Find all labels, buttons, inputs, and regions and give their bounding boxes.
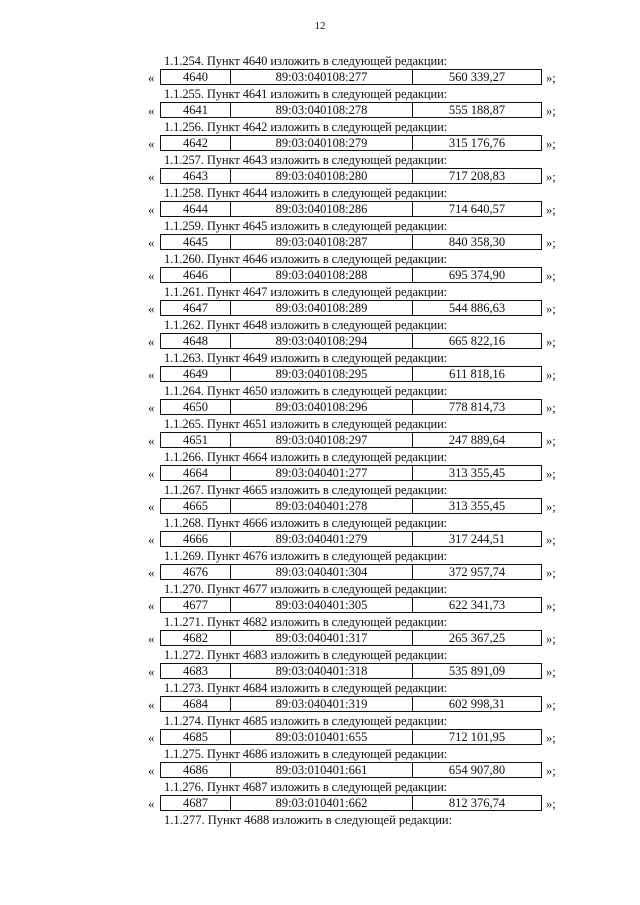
close-quote: »; [546,71,556,85]
amendment-row [146,399,566,417]
amendment-row [146,366,566,384]
item-number-cell: 4642 [161,136,231,150]
amendment-caption: 1.1.270. Пункт 4677 изложить в следующей редакции: [164,582,448,596]
open-quote: « [148,103,155,118]
cadastral-value-cell: 544 886,63 [448,301,506,315]
close-quote: »; [546,302,556,316]
item-number-cell: 4682 [161,631,231,645]
cadastral-number-cell: 89:03:040108:287 [231,235,413,249]
item-number-cell: 4665 [161,499,231,513]
item-number-cell: 4643 [161,169,231,183]
cadastral-value-cell: 665 822,16 [448,334,506,348]
amendment-row [146,300,566,318]
item-number-cell: 4686 [161,763,231,777]
amendment-entry [146,747,566,780]
amendment-row [146,795,566,813]
amendment-entry [146,219,566,252]
amendment-caption: 1.1.274. Пункт 4685 изложить в следующей редакции: [164,714,448,728]
cadastral-number-cell: 89:03:040108:277 [231,70,413,84]
amendment-entry [146,252,566,285]
amendment-caption: 1.1.275. Пункт 4686 изложить в следующей редакции: [164,747,448,761]
close-quote: »; [546,170,556,184]
item-number-cell: 4640 [161,70,231,84]
open-quote: « [148,301,155,316]
open-quote: « [148,268,155,283]
close-quote: »; [546,203,556,217]
amendment-row [146,663,566,681]
cadastral-value-cell: 247 889,64 [448,433,506,447]
amendment-caption: 1.1.265. Пункт 4651 изложить в следующей редакции: [164,417,448,431]
amendment-entry [146,780,566,813]
amendment-caption: 1.1.277. Пункт 4688 изложить в следующей редакции: [164,813,453,827]
close-quote: »; [546,566,556,580]
table-row [160,696,542,712]
amendment-caption: 1.1.260. Пункт 4646 изложить в следующей редакции: [164,252,448,266]
close-quote: »; [546,137,556,151]
amendment-row [146,135,566,153]
amendment-caption: 1.1.263. Пункт 4649 изложить в следующей редакции: [164,351,448,365]
amendment-row [146,597,566,615]
amendment-caption: 1.1.258. Пункт 4644 изложить в следующей редакции: [164,186,448,200]
cadastral-value-cell: 840 358,30 [448,235,506,249]
cadastral-value-cell: 265 367,25 [448,631,506,645]
amendment-row [146,102,566,120]
table-row [160,597,542,613]
amendment-entry [146,615,566,648]
amendment-row [146,564,566,582]
amendment-entry [146,54,566,87]
table-row [160,300,542,316]
cadastral-number-cell: 89:03:040401:317 [231,631,413,645]
table-row [160,333,542,349]
close-quote: »; [546,665,556,679]
cadastral-value-cell: 622 341,73 [448,598,506,612]
open-quote: « [148,169,155,184]
close-quote: »; [546,698,556,712]
close-quote: »; [546,797,556,811]
table-row [160,135,542,151]
table-row [160,795,542,811]
cadastral-number-cell: 89:03:040108:286 [231,202,413,216]
item-number-cell: 4685 [161,730,231,744]
amendment-caption: 1.1.276. Пункт 4687 изложить в следующей редакции: [164,780,448,794]
amendment-entry [146,483,566,516]
amendment-row [146,696,566,714]
cadastral-number-cell: 89:03:040401:277 [231,466,413,480]
amendment-row [146,498,566,516]
open-quote: « [148,70,155,85]
cadastral-value-cell: 611 818,16 [449,367,505,381]
amendment-caption: 1.1.266. Пункт 4664 изложить в следующей редакции: [164,450,448,464]
table-row [160,201,542,217]
cadastral-number-cell: 89:03:040108:295 [231,367,413,381]
amendment-row [146,333,566,351]
page-number: 12 [314,20,326,32]
amendment-row [146,630,566,648]
cadastral-number-cell: 89:03:040108:279 [231,136,413,150]
amendment-entry [146,450,566,483]
table-row [160,465,542,481]
table-row [160,366,542,382]
table-row [160,531,542,547]
item-number-cell: 4644 [161,202,231,216]
amendment-entry [146,87,566,120]
close-quote: »; [546,269,556,283]
amendment-row [146,762,566,780]
amendment-entry [146,648,566,681]
item-number-cell: 4645 [161,235,231,249]
cadastral-number-cell: 89:03:040401:318 [231,664,413,678]
cadastral-value-cell: 317 244,51 [448,532,506,546]
cadastral-number-cell: 89:03:010401:661 [231,763,413,777]
open-quote: « [148,664,155,679]
amendment-entry [146,318,566,351]
cadastral-number-cell: 89:03:040108:288 [231,268,413,282]
close-quote: »; [546,731,556,745]
close-quote: »; [546,236,556,250]
amendment-entry-final [146,813,566,846]
cadastral-value-cell: 555 188,87 [448,103,506,117]
amendment-entry [146,516,566,549]
table-row [160,564,542,580]
cadastral-number-cell: 89:03:040108:289 [231,301,413,315]
item-number-cell: 4677 [161,598,231,612]
cadastral-value-cell: 695 374,90 [448,268,506,282]
amendment-row [146,465,566,483]
amendment-entry [146,681,566,714]
amendment-caption: 1.1.271. Пункт 4682 изложить в следующей редакции: [164,615,448,629]
close-quote: »; [546,368,556,382]
close-quote: »; [546,632,556,646]
open-quote: « [148,400,155,415]
close-quote: »; [546,104,556,118]
item-number-cell: 4687 [161,796,231,810]
amendment-caption: 1.1.257. Пункт 4643 изложить в следующей редакции: [164,153,448,167]
open-quote: « [148,565,155,580]
amendment-caption: 1.1.261. Пункт 4647 изложить в следующей редакции: [164,285,448,299]
amendment-row [146,168,566,186]
item-number-cell: 4676 [161,565,231,579]
amendment-entry [146,351,566,384]
cadastral-value-cell: 602 998,31 [448,697,506,711]
amendment-caption: 1.1.262. Пункт 4648 изложить в следующей редакции: [164,318,448,332]
cadastral-value-cell: 535 891,09 [448,664,506,678]
close-quote: »; [546,599,556,613]
open-quote: « [148,598,155,613]
close-quote: »; [546,401,556,415]
amendment-row [146,201,566,219]
cadastral-value-cell: 712 101,95 [448,730,506,744]
table-row [160,729,542,745]
amendment-caption: 1.1.273. Пункт 4684 изложить в следующей редакции: [164,681,448,695]
open-quote: « [148,136,155,151]
item-number-cell: 4651 [161,433,231,447]
amendment-entry [146,549,566,582]
amendment-row [146,729,566,747]
open-quote: « [148,697,155,712]
amendment-caption: 1.1.256. Пункт 4642 изложить в следующей редакции: [164,120,448,134]
cadastral-number-cell: 89:03:040401:279 [231,532,413,546]
table-row [160,498,542,514]
amendment-caption: 1.1.255. Пункт 4641 изложить в следующей редакции: [164,87,448,101]
item-number-cell: 4683 [161,664,231,678]
table-row [160,630,542,646]
amendment-entry [146,714,566,747]
cadastral-value-cell: 315 176,76 [448,136,506,150]
cadastral-value-cell: 560 339,27 [448,70,506,84]
cadastral-value-cell: 717 208,83 [448,169,506,183]
item-number-cell: 4641 [161,103,231,117]
table-row [160,234,542,250]
cadastral-value-cell: 812 376,74 [448,796,506,810]
cadastral-value-cell: 714 640,57 [448,202,506,216]
open-quote: « [148,763,155,778]
amendment-caption: 1.1.272. Пункт 4683 изложить в следующей редакции: [164,648,448,662]
item-number-cell: 4648 [161,334,231,348]
table-row [160,432,542,448]
open-quote: « [148,466,155,481]
cadastral-number-cell: 89:03:040401:304 [231,565,413,579]
open-quote: « [148,433,155,448]
table-row [160,663,542,679]
amendment-caption: 1.1.269. Пункт 4676 изложить в следующей редакции: [164,549,448,563]
amendment-caption: 1.1.254. Пункт 4640 изложить в следующей редакции: [164,54,448,68]
item-number-cell: 4664 [161,466,231,480]
cadastral-number-cell: 89:03:010401:662 [231,796,413,810]
amendment-caption: 1.1.268. Пункт 4666 изложить в следующей редакции: [164,516,448,530]
amendment-row [146,432,566,450]
item-number-cell: 4666 [161,532,231,546]
amendment-entry [146,384,566,417]
cadastral-number-cell: 89:03:040108:280 [231,169,413,183]
amendment-entry [146,120,566,153]
cadastral-number-cell: 89:03:040401:278 [231,499,413,513]
item-number-cell: 4647 [161,301,231,315]
amendment-caption: 1.1.259. Пункт 4645 изложить в следующей редакции: [164,219,448,233]
amendment-entry [146,582,566,615]
table-row [160,267,542,283]
amendment-row [146,69,566,87]
cadastral-number-cell: 89:03:040401:319 [231,697,413,711]
cadastral-number-cell: 89:03:040108:294 [231,334,413,348]
open-quote: « [148,334,155,349]
open-quote: « [148,796,155,811]
amendment-entry [146,153,566,186]
item-number-cell: 4649 [161,367,231,381]
close-quote: »; [546,500,556,514]
cadastral-value-cell: 313 355,45 [448,499,506,513]
open-quote: « [148,631,155,646]
table-row [160,399,542,415]
close-quote: »; [546,764,556,778]
cadastral-value-cell: 372 957,74 [448,565,506,579]
amendment-row [146,267,566,285]
open-quote: « [148,367,155,382]
table-row [160,762,542,778]
table-row [160,168,542,184]
amendment-entry [146,186,566,219]
amendment-caption: 1.1.264. Пункт 4650 изложить в следующей редакции: [164,384,448,398]
amendment-row [146,234,566,252]
amendment-row [146,531,566,549]
cadastral-value-cell: 778 814,73 [448,400,506,414]
cadastral-value-cell: 654 907,80 [448,763,506,777]
close-quote: »; [546,533,556,547]
close-quote: »; [546,434,556,448]
cadastral-number-cell: 89:03:010401:655 [231,730,413,744]
open-quote: « [148,532,155,547]
item-number-cell: 4650 [161,400,231,414]
amendment-entry [146,417,566,450]
open-quote: « [148,730,155,745]
cadastral-number-cell: 89:03:040108:297 [231,433,413,447]
open-quote: « [148,235,155,250]
amendments-list [146,54,566,846]
cadastral-value-cell: 313 355,45 [448,466,506,480]
amendment-entry [146,285,566,318]
open-quote: « [148,202,155,217]
close-quote: »; [546,335,556,349]
open-quote: « [148,499,155,514]
item-number-cell: 4684 [161,697,231,711]
table-row [160,69,542,85]
amendment-caption: 1.1.267. Пункт 4665 изложить в следующей редакции: [164,483,448,497]
close-quote: »; [546,467,556,481]
item-number-cell: 4646 [161,268,231,282]
table-row [160,102,542,118]
cadastral-number-cell: 89:03:040401:305 [231,598,413,612]
cadastral-number-cell: 89:03:040108:296 [231,400,413,414]
cadastral-number-cell: 89:03:040108:278 [231,103,413,117]
